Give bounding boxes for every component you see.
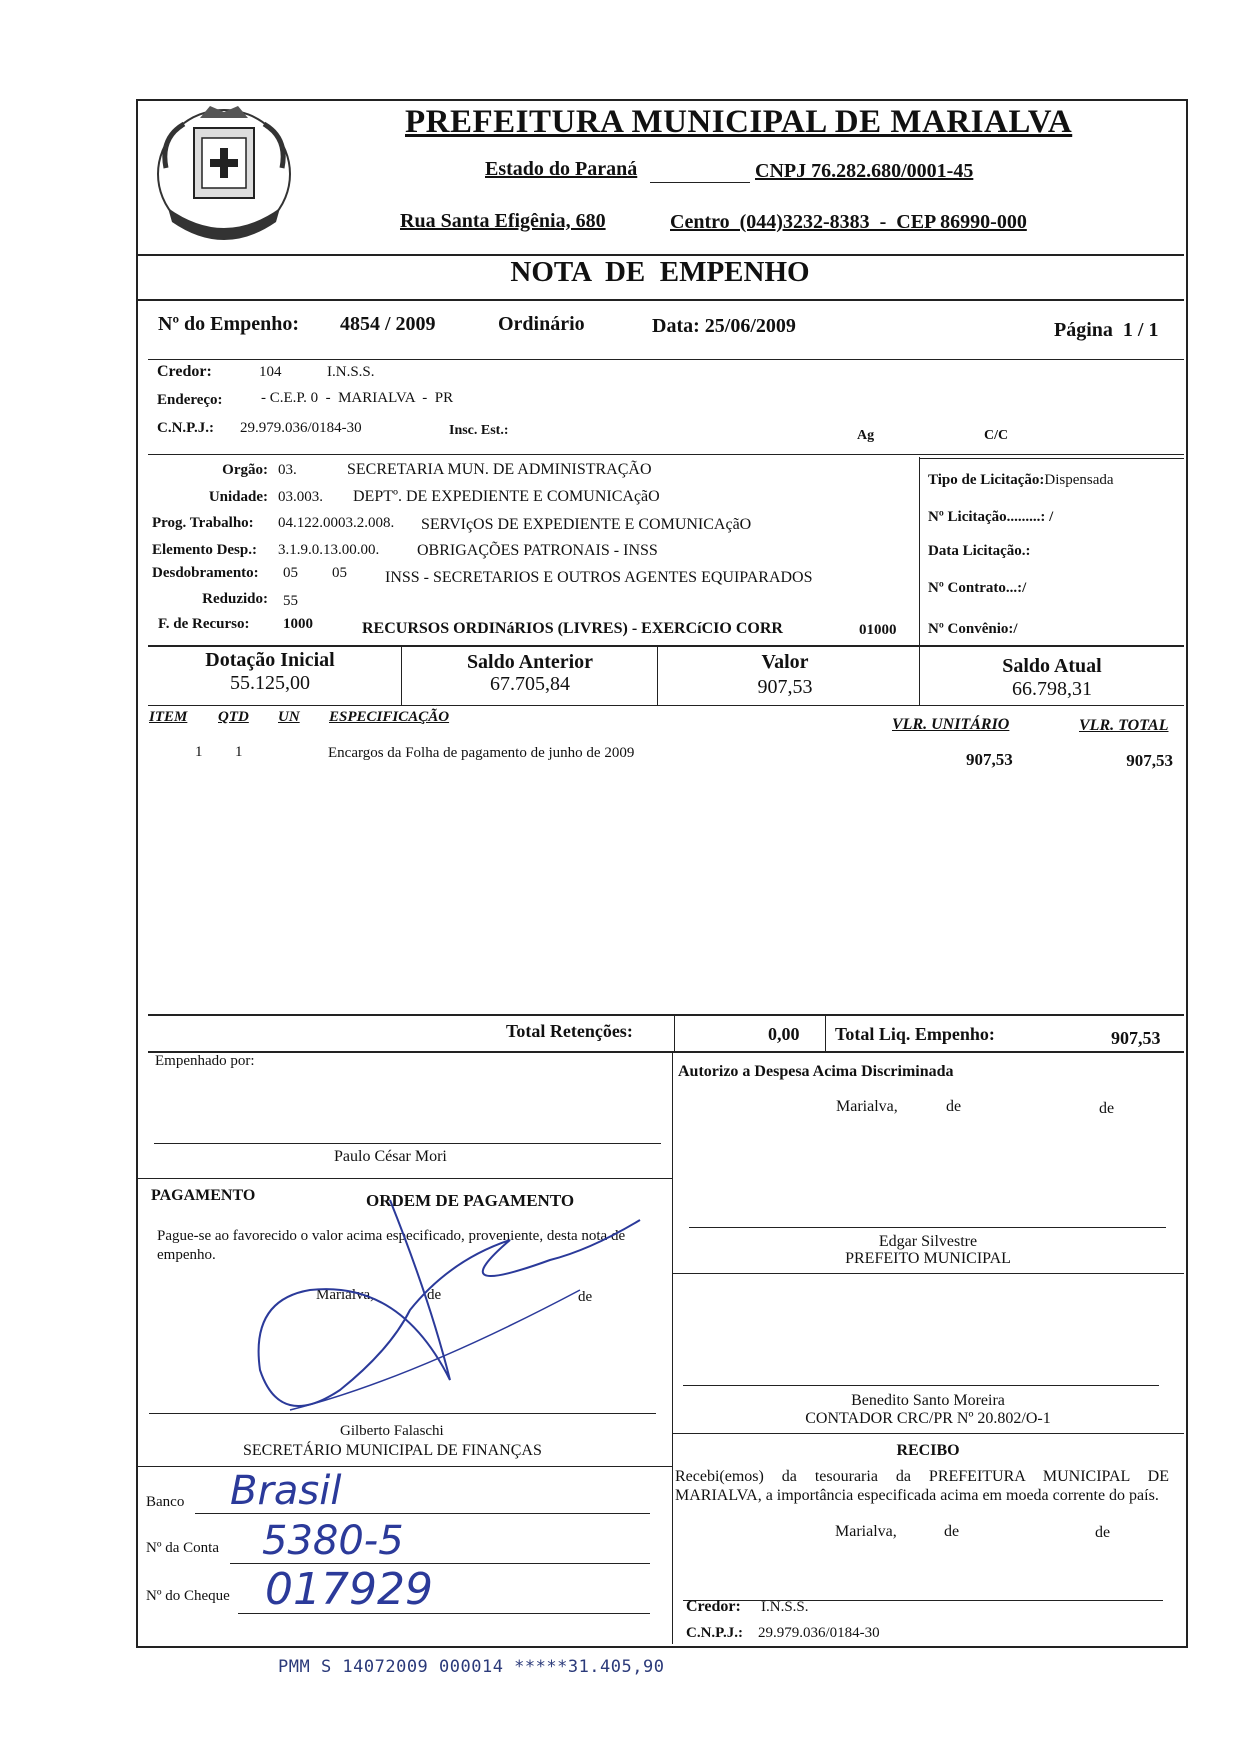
contador-rule — [672, 1433, 1184, 1434]
prefeito-name: Edgar Silvestre — [878, 1233, 978, 1250]
empenho-date: Data: 25/06/2009 — [652, 315, 796, 337]
header-state: Estado do Paraná — [485, 158, 638, 180]
empenhado-label: Empenhado por: — [155, 1053, 255, 1069]
contador-signature-line — [683, 1385, 1159, 1386]
dotacao-rule — [148, 645, 1184, 647]
contador-title: CONTADOR CRC/PR Nº 20.802/O-1 — [805, 1410, 1051, 1427]
secretario-title: SECRETÁRIO MUNICIPAL DE FINANÇAS — [243, 1442, 542, 1459]
municipal-seal-logo — [150, 98, 298, 248]
table-row — [148, 744, 1178, 774]
empenhado-signature-line — [154, 1143, 661, 1144]
totals-rule-bottom — [148, 1051, 1184, 1053]
autorizo-label: Autorizo a Despesa Acima Discriminada — [678, 1063, 954, 1080]
prog-name: SERVIçOS DE EXPEDIENTE E COMUNICAçãO — [421, 516, 752, 533]
recibo-credor-label: Credor: — [686, 1598, 741, 1615]
total-retencoes-value: 0,00 — [768, 1024, 800, 1044]
saldo-anterior-value: 67.705,84 — [490, 673, 570, 695]
elemento-label: Elemento Desp.: — [152, 542, 257, 558]
contador-name: Benedito Santo Moreira — [851, 1392, 1005, 1409]
empenho-rule — [148, 359, 1184, 360]
recurso-label: F. de Recurso: — [158, 616, 250, 632]
ordem-pagamento-title: ORDEM DE PAGAMENTO — [366, 1191, 575, 1210]
recurso-code2: 01000 — [859, 622, 897, 638]
secretario-rule — [136, 1466, 672, 1467]
recibo-city: Marialva, — [835, 1523, 897, 1540]
credor-label: Credor: — [157, 363, 212, 380]
tipo-licitacao-value: Dispensada — [1044, 472, 1114, 488]
unidade-name: DEPTº. DE EXPEDIENTE E COMUNICAçãO — [353, 488, 660, 505]
conta-handwritten-value: 5380-5 — [262, 1518, 404, 1564]
pagamento-de-1: de — [427, 1287, 442, 1303]
recurso-code: 1000 — [283, 616, 313, 632]
orgao-name: SECRETARIA MUN. DE ADMINISTRAÇÃO — [347, 461, 652, 478]
desdobramento-name: INSS - SECRETARIOS E OUTROS AGENTES EQUIPARADOS — [385, 569, 813, 586]
recibo-text: Recebi(emos) da tesouraria da PREFEITURA MUNICIPAL DE MARIALVA, a importância especificada acima em moeda corrente do país. — [675, 1468, 1169, 1504]
header-address: Rua Santa Efigênia, 680 — [400, 210, 606, 232]
saldo-divider-3 — [919, 645, 920, 705]
licitacao-divider — [919, 457, 920, 645]
reduzido-code: 55 — [283, 593, 298, 609]
totals-divider-1 — [674, 1014, 675, 1052]
lower-center-divider — [672, 1051, 673, 1644]
header-contact: Centro (044)3232-8383 - CEP 86990-000 — [670, 211, 1027, 233]
unidade-label: Unidade: — [208, 489, 268, 505]
recibo-title: RECIBO — [896, 1442, 960, 1459]
items-header-total: VLR. TOTAL — [1079, 717, 1169, 734]
doc-title: NOTA DE EMPENHO — [510, 256, 810, 288]
licitacao-top-rule — [919, 458, 1184, 459]
credor-ag-label: Ag — [857, 428, 875, 443]
tipo-licitacao-label: Tipo de Licitação: — [928, 472, 1045, 488]
credor-insc-label: Insc. Est.: — [449, 423, 509, 438]
empenhado-name: Paulo César Mori — [334, 1148, 447, 1165]
header-state-underline — [650, 182, 750, 183]
handwritten-signature — [250, 1180, 650, 1440]
cheque-handwritten-value: 017929 — [265, 1564, 433, 1615]
empenhado-rule — [136, 1178, 672, 1179]
dotacao-inicial-value: 55.125,00 — [230, 672, 310, 694]
convenio-number: Nº Convênio:/ — [928, 621, 1018, 637]
licitacao-date: Data Licitação.: — [928, 543, 1031, 559]
pagamento-city: Marialva, — [316, 1287, 374, 1303]
recibo-signature-line — [683, 1600, 1163, 1601]
elemento-name: OBRIGAÇÕES PATRONAIS - INSS — [417, 542, 658, 559]
item-qtd: 1 — [235, 744, 243, 760]
credor-cnpj: 29.979.036/0184-30 — [240, 420, 362, 436]
item-unit-value: 907,53 — [966, 750, 1013, 769]
prefeito-rule — [672, 1273, 1184, 1274]
autorizo-de-2: de — [1099, 1100, 1115, 1117]
credor-code: 104 — [259, 364, 282, 380]
credor-address: - C.E.P. 0 - MARIALVA - PR — [261, 390, 454, 406]
pagamento-de-2: de — [578, 1289, 593, 1305]
autorizo-city: Marialva, — [836, 1098, 898, 1115]
valor-value: 907,53 — [757, 676, 813, 698]
items-header-un: UN — [278, 709, 300, 725]
total-liquido-value: 907,53 — [1111, 1028, 1161, 1048]
desdobramento-label: Desdobramento: — [152, 565, 259, 581]
recibo-de-1: de — [944, 1523, 960, 1540]
prefeito-title: PREFEITO MUNICIPAL — [845, 1250, 1011, 1267]
reduzido-label: Reduzido: — [202, 591, 268, 607]
prefeito-signature-line — [689, 1227, 1166, 1228]
items-header-unit: VLR. UNITÁRIO — [892, 716, 1010, 733]
licitacao-number: Nº Licitação.........: / — [928, 509, 1054, 525]
empenho-number-label: Nº do Empenho: — [158, 313, 300, 335]
conta-label: Nº da Conta — [146, 1540, 219, 1556]
credor-cc-label: C/C — [984, 428, 1009, 443]
credor-cnpj-label: C.N.P.J.: — [157, 420, 214, 436]
desdobramento-code2: 05 — [332, 565, 347, 581]
header-title: PREFEITURA MUNICIPAL DE MARIALVA — [405, 104, 1073, 140]
pagamento-text: Pague-se ao favorecido o valor acima especificado, proveniente, desta nota de empenho. — [157, 1228, 626, 1263]
saldo-rule — [148, 705, 1184, 706]
items-header-item: ITEM — [149, 709, 188, 725]
totals-rule-top — [148, 1014, 1184, 1016]
unidade-code: 03.003. — [278, 489, 323, 505]
recurso-name: RECURSOS ORDINáRIOS (LIVRES) - EXERCíCIO CORR — [362, 620, 783, 637]
tipo-licitacao — [928, 472, 1114, 489]
dotacao-inicial-label: Dotação Inicial — [205, 649, 335, 671]
totals-divider-2 — [825, 1014, 826, 1052]
prog-label: Prog. Trabalho: — [152, 515, 254, 531]
secretario-name: Gilberto Falaschi — [340, 1423, 444, 1439]
saldo-anterior-label: Saldo Anterior — [466, 651, 594, 673]
total-liquido-label: Total Liq. Empenho: — [835, 1024, 995, 1044]
orgao-code: 03. — [278, 462, 297, 478]
items-header-espec: ESPECIFICAÇÃO — [329, 709, 450, 725]
item-description: Encargos da Folha de pagamento de junho de 2009 — [328, 745, 635, 761]
saldo-divider-1 — [401, 645, 402, 705]
orgao-label: Orgão: — [222, 462, 268, 478]
recibo-cnpj: 29.979.036/0184-30 — [758, 1625, 880, 1641]
prog-code: 04.122.0003.2.008. — [278, 515, 395, 531]
banco-handwritten-value: Brasil — [230, 1468, 342, 1514]
item-number: 1 — [195, 744, 203, 760]
recibo-credor: I.N.S.S. — [761, 1599, 809, 1615]
title-rule — [136, 299, 1184, 301]
credor-rule — [148, 454, 1184, 455]
item-total-value: 907,53 — [1126, 751, 1173, 770]
items-header-qtd: QTD — [218, 709, 249, 725]
banco-label: Banco — [146, 1494, 185, 1510]
valor-label: Valor — [761, 651, 809, 673]
contrato-number: Nº Contrato...:/ — [928, 580, 1027, 596]
total-retencoes-label: Total Retenções: — [506, 1021, 633, 1041]
print-stamp: PMM S 14072009 000014 *****31.405,90 — [278, 1657, 665, 1677]
credor-name: I.N.S.S. — [327, 364, 375, 380]
empenho-number: 4854 / 2009 — [340, 313, 436, 335]
saldo-atual-value: 66.798,31 — [1012, 678, 1092, 700]
empenho-page: Página 1 / 1 — [1054, 319, 1159, 341]
pagamento-label: PAGAMENTO — [151, 1187, 256, 1204]
elemento-code: 3.1.9.0.13.00.00. — [278, 542, 380, 558]
header-cnpj: CNPJ 76.282.680/0001-45 — [755, 160, 974, 182]
saldo-atual-label: Saldo Atual — [1002, 655, 1102, 677]
recibo-de-2: de — [1095, 1524, 1111, 1541]
cheque-label: Nº do Cheque — [146, 1588, 230, 1604]
desdobramento-code1: 05 — [283, 565, 298, 581]
credor-address-label: Endereço: — [157, 392, 223, 408]
empenho-type: Ordinário — [498, 313, 585, 335]
recibo-cnpj-label: C.N.P.J.: — [686, 1625, 743, 1641]
saldo-divider-2 — [657, 645, 658, 705]
autorizo-de-1: de — [946, 1098, 962, 1115]
